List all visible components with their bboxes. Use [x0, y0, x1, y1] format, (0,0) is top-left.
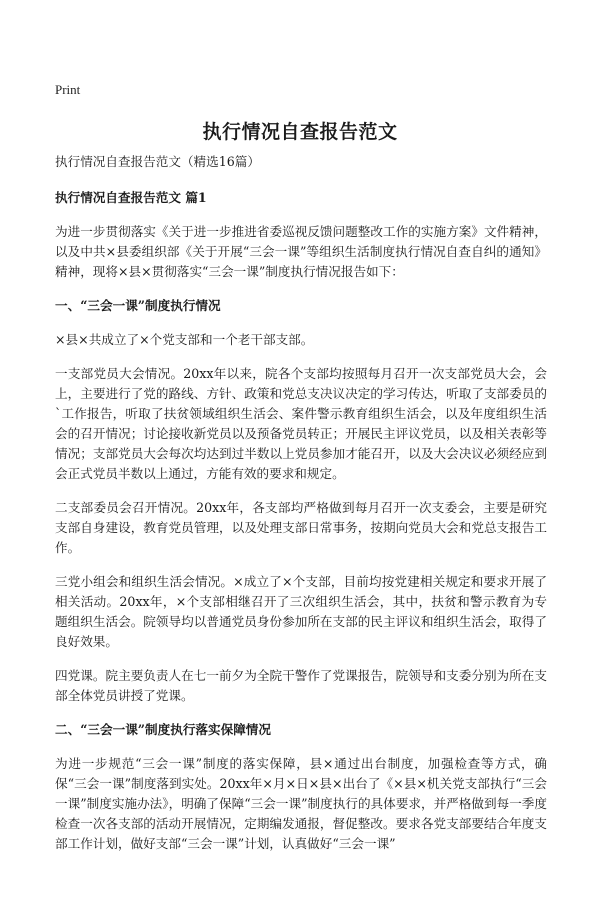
section-1-heading: 一、“三会一课”制度执行情况: [55, 298, 221, 313]
paragraph-party-lecture: 四党课。院主要负责人在七一前夕为全院干警作了党课报告，院领导和支委分别为所在支部全体党员讲授了党课。: [55, 668, 547, 703]
document-body: [55, 152, 547, 868]
document-title: 执行情况自查报告范文: [202, 121, 398, 143]
intro-paragraph: 为进一步贯彻落实《关于进一步推进省委巡视反馈问题整改工作的实施方案》文件精神，以及中共×县委组织部《关于开展“三会一课”等组织生活制度执行情况自查自纠的通知》精神，现将×县×贯彻落实“三会一课”制度执行情况报告如下：: [55, 224, 547, 279]
paragraph-guarantee: 为进一步规范“三会一课”制度的落实保障，县×通过出台制度，加强检查等方式，确保“三会一课”制度落到实处。20xx年×月×日×县×出台了《×县×机关党支部执行“三会一课”制度实施办法》，明确了保障“三会一课”制度执行的具体要求，并严格做到每一季度检查一次各支部的活动开展情况，定期编发通报，督促整改。要求各党支部要结合年度支部工作计划，做好支部“三会一课”计划，认真做好“三会一课”: [55, 756, 547, 851]
paragraph-branches: ×县×共成立了×个党支部和一个老干部支部。: [55, 332, 314, 347]
article-heading: 执行情况自查报告范文 篇1: [55, 190, 207, 205]
section-2-heading: 二、“三会一课”制度执行落实保障情况: [55, 722, 271, 737]
print-label: Print: [55, 82, 81, 97]
document-subtitle: 执行情况自查报告范文（精选16篇）: [55, 154, 260, 169]
paragraph-committee: 二支部委员会召开情况。20xx年，各支部均严格做到每月召开一次支委会，主要是研究支部自身建设，教育党员管理，以及处理支部日常事务，按期向党员大会和党总支报告工作。: [55, 500, 547, 555]
paragraph-party-congress: 一支部党员大会情况。20xx年以来，院各个支部均按照每月召开一次支部党员大会，会上，主要进行了党的路线、方针、政策和党总支决议决定的学习传达，听取了支部委员的`工作报告，听取了扶贫领域组织生活会、案件警示教育组织生活会，以及年度组织生活会的召开情况；讨论接收新党员以及预备党员转正；开展民主评议党员，以及相关表彰等情况；支部党员大会每次均达到过半数以上党员参加才能召开，以及大会决议必须经应到会正式党员半数以上通过，方能有效的要求和规定。: [55, 366, 547, 481]
paragraph-group-meeting: 三党小组会和组织生活会情况。×成立了×个支部，目前均按党建相关规定和要求开展了相关活动。20xx年，×个支部相继召开了三次组织生活会，其中，扶贫和警示教育为专题组织生活会。院领导均以普通党员身份参加所在支部的民主评议和组织生活会，取得了良好效果。: [55, 574, 547, 649]
